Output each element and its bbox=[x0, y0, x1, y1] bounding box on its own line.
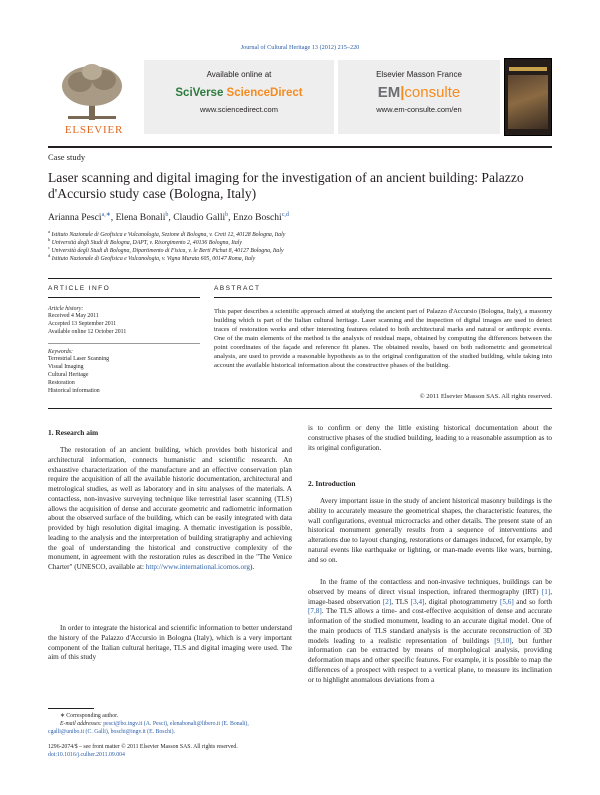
article-info-heading: ARTICLE INFO bbox=[48, 285, 111, 292]
paragraph: The restoration of an ancient building, which provides both historical and architectural information, connects humanistic and scientific research. An exhaustive characterization of the manufacture and an effective conservation plan require the acquisition of all the available historic documentation, architectural and metrological studies, as well as laboratory and in situ analyses of the materials. A contactless, non-invasive surveying technique like terrestrial laser scanning (TLS) allows the acquisition of dense and accurate geometric and radiometric information about the observed surface of the building, which can be easily integrated with data provided by high resolution digital imaging. A thematic investigation is possible, leading to the analysis and the interpretation of building stratigraphy and achieving the goal of understanding the historical and constructive complexity of the monument, in agreement with the restoration rules as described in the "The Venice Charter" (UNESCO, available at: http://www.international.icomos.org). bbox=[48, 446, 292, 571]
elsevier-wordmark: ELSEVIER bbox=[64, 124, 124, 136]
history-item: Available online 12 October 2011 bbox=[48, 329, 127, 335]
citation-link[interactable]: [9,10] bbox=[494, 636, 512, 645]
sciencedirect-panel[interactable] bbox=[144, 60, 334, 134]
affiliation: $^d$ Istituto Nazionale di Geofisica e Vulcanologia, v. Vigna Murata 605, 00147 Roma, Italy bbox=[48, 253, 256, 262]
sciencedirect-url[interactable]: www.sciencedirect.com bbox=[200, 105, 278, 114]
issn-line: 1296-2074/$ – see front matter © 2011 Elsevier Masson SAS. All rights reserved. bbox=[48, 744, 238, 750]
elsevier-tree-icon bbox=[58, 62, 126, 122]
divider bbox=[48, 408, 552, 409]
available-online-label: Available online at bbox=[206, 70, 272, 79]
keyword: Cultural Heritage bbox=[48, 372, 89, 378]
author-name: Enzo Boschi bbox=[232, 212, 282, 224]
author-name: Arianna Pesci bbox=[48, 212, 102, 224]
paragraph: Avery important issue in the study of ancient historical masonry buildings is the ability to accurately measure the geometrical shapes, the characteristic features, the wall configurations, eventual microcracks and other details. The present state of an historical monument generally results from a sequence of interventions and alterations due to layout changing, restorations or damages induced, for example, by natural events like earthquake or lighting, or man-made events like wars, burning, and so on. bbox=[308, 497, 552, 564]
keywords-label: Keywords: bbox=[48, 349, 73, 355]
keyword: Visual Imaging bbox=[48, 364, 84, 370]
history-item: Received 4 May 2011 bbox=[48, 313, 99, 319]
section-heading-introduction: 2. Introduction bbox=[308, 479, 356, 488]
section-heading-research-aim: 1. Research aim bbox=[48, 428, 99, 437]
email-addresses: E-mail addresses: pesci@bo.ingv.it (A. Pesci), elenabonali@libero.it (E. Bonali), bbox=[60, 721, 249, 727]
history-item: Accepted 13 September 2011 bbox=[48, 321, 117, 327]
citation-link[interactable]: [5,6] bbox=[500, 597, 514, 606]
email-addresses: cgalli@unibo.it (C. Galli), boschi@ingv.it (E. Boschi). bbox=[48, 729, 176, 735]
divider bbox=[48, 297, 200, 298]
journal-reference[interactable]: Journal of Cultural Heritage 13 (2012) 215–220 bbox=[240, 44, 360, 51]
header-rule bbox=[48, 146, 552, 148]
citation-link[interactable]: [1] bbox=[541, 587, 551, 596]
keyword: Terrestrial Laser Scanning bbox=[48, 356, 110, 362]
abstract-heading: ABSTRACT bbox=[214, 285, 261, 292]
affiliation: $^b$ Università degli Studi di Bologna, DAPT, v. Risorgimento 2, 40136 Bologna, Italy bbox=[48, 237, 242, 246]
affiliation: $^c$ Università degli Studi di Bologna, Dipartimento di Fisica, v. le Berti Pichat 8, 40127 Bologna, Italy bbox=[48, 245, 284, 254]
sciencedirect-logo: SciVerse ScienceDirect bbox=[175, 87, 303, 99]
author-list: Arianna Pesci$^{a,∗}$, Elena Bonali$^b$, Claudio Galli$^b$, Enzo Boschi$^{c,d}$ bbox=[48, 212, 289, 224]
elsevier-masson-label: Elsevier Masson France bbox=[376, 70, 462, 79]
author-name: Claudio Galli bbox=[173, 212, 226, 224]
emconsulte-panel[interactable] bbox=[338, 60, 500, 134]
emconsulte-url[interactable]: www.em-consulte.com/en bbox=[376, 105, 462, 114]
publisher-banner bbox=[48, 56, 552, 142]
abstract-text: This paper describes a scientific approach aimed at studying the ancient part of Palazzo d'Accursio (Bologna, Italy), a masonry building which is part of the Italian cultural heritage. Laser scanning and the inspection of digital images are used to detect traces of restoration works and other interesting features related to both architectural marks and natural or anthropic events. One of the main elements of the method is the analysis of residual maps, obtained by computing the differences between the point coordinates of the façade and reference fit planes. The obtained results, based on both radiometric and geometrical analysis, are used to provide a reasonable hypothesis as to the original configuration of the studied building, while taking into account the available historical information about the constructive phases of the building. bbox=[214, 308, 552, 369]
article-history-label: Article history: bbox=[48, 306, 84, 312]
article-title: Laser scanning and digital imaging for the investigation of an ancient building: Palazzo d'Accursio study case (Bologna, Italy) bbox=[48, 170, 524, 201]
copyright-line: © 2011 Elsevier Masson SAS. All rights reserved. bbox=[419, 393, 552, 400]
citation-link[interactable]: [3,4] bbox=[410, 597, 425, 606]
paragraph: In order to integrate the historical and scientific information to better understand the history of the Palazzo d'Accursio in Bologna (Italy), which is a very important component of the Italian cultural heritage, TLS and digital imaging were used. The aim of this study bbox=[48, 624, 292, 662]
paragraph: In the frame of the contactless and non-invasive techniques, buildings can be observed by means of direct visual inspection, infrared thermography (IRT) [1], image-based observation [2], TLS [3,4], digital photogrammetry [5,6] and so forth [7,8]. The TLS allows a time- and cost-effective acquisition of dense and accurate information of the studied monument, leading to an accurate digital model. One of the main products of TLS standard analysis is the accurate reconstruction of 3D models leading to a realistic representation of buildings [9,10], but further information can be extracted by means of morphological analysis, providing deformation maps and other specific features. For example, it is possible to map the differences of a prospect with respect to a vertical plane, to measure its inclination or to highlight anomalous deviations from a bbox=[308, 578, 552, 684]
divider bbox=[48, 343, 200, 344]
journal-cover-image bbox=[504, 58, 552, 136]
doi-link[interactable]: doi:10.1016/j.culher.2011.09.004 bbox=[48, 752, 125, 758]
corresponding-author-note: ∗ Corresponding author. bbox=[60, 713, 119, 719]
divider bbox=[214, 297, 552, 298]
icomos-link[interactable]: http://www.international.icomos.org bbox=[145, 563, 250, 571]
paragraph: is to confirm or deny the little existing historical documentation about the constructive phases of the studied building, leading to a reasonable assumption as to its original configuration. bbox=[308, 424, 552, 452]
citation-link[interactable]: [7,8] bbox=[308, 607, 322, 616]
footnote-rule bbox=[48, 708, 94, 709]
article-type: Case study bbox=[48, 152, 86, 162]
elsevier-logo bbox=[48, 56, 140, 142]
emconsulte-logo: EM|consulte bbox=[377, 84, 461, 101]
affiliation: $^a$ Istituto Nazionale di Geofisica e Vulcanologia, Sezione di Bologna, v. Creti 12, 40128 Bologna, Italy bbox=[48, 229, 286, 238]
citation-link[interactable]: [2] bbox=[382, 597, 392, 606]
keyword: Historical information bbox=[48, 388, 100, 394]
author-name: Elena Bonali bbox=[115, 212, 166, 224]
keyword: Restoration bbox=[48, 380, 75, 386]
divider bbox=[48, 278, 552, 279]
